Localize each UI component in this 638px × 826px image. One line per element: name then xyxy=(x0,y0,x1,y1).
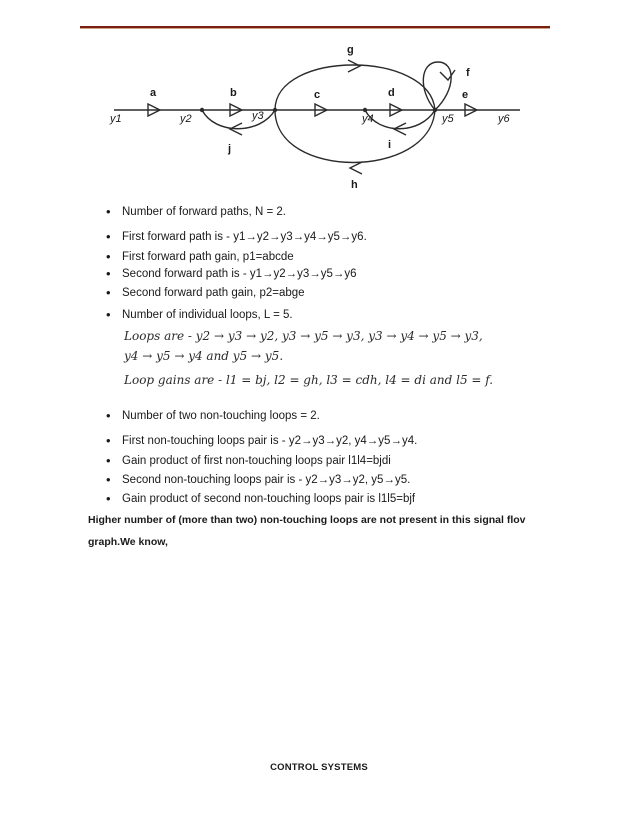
branch-h: h xyxy=(351,179,358,191)
paragraph-line-2: graph.We know, xyxy=(88,536,168,548)
branch-g: g xyxy=(347,44,354,56)
branch-c: c xyxy=(314,89,321,101)
node-y3: y3 xyxy=(252,110,264,122)
node-y6: y6 xyxy=(498,113,510,125)
branch-b: b xyxy=(230,87,237,99)
header-rule xyxy=(80,26,550,29)
node-y5: y5 xyxy=(442,113,454,125)
node-y4: y4 xyxy=(362,113,374,125)
branch-h-arc xyxy=(275,110,435,163)
paragraph-line-1: Higher number of (more than two) non-touching loops are not present in this signal flov xyxy=(88,514,526,526)
loops-line-2: y4 → y5 → y4 and y5 → y5. xyxy=(124,349,284,363)
branch-f: f xyxy=(466,67,470,79)
branch-g-arc xyxy=(275,65,435,110)
branch-d: d xyxy=(388,87,395,99)
node-y2: y2 xyxy=(180,113,192,125)
branch-f-loop xyxy=(423,62,451,110)
loop-gains-line: Loop gains are - l1 = bj, l2 = gh, l3 = cdh, l4 = di and l5 = f. xyxy=(124,373,494,387)
branch-i: i xyxy=(388,139,392,151)
signal-flow-graph xyxy=(100,40,540,200)
branch-e: e xyxy=(462,89,469,101)
page-footer: CONTROL SYSTEMS xyxy=(270,762,368,773)
branch-j-arc xyxy=(202,110,275,129)
branch-j: j xyxy=(228,143,232,155)
branch-a: a xyxy=(150,87,157,99)
node-y1: y1 xyxy=(110,113,122,125)
loops-line-1: Loops are - y2 → y3 → y2, y3 → y5 → y3, y3 → y4 → y5 → y3, xyxy=(124,329,483,343)
